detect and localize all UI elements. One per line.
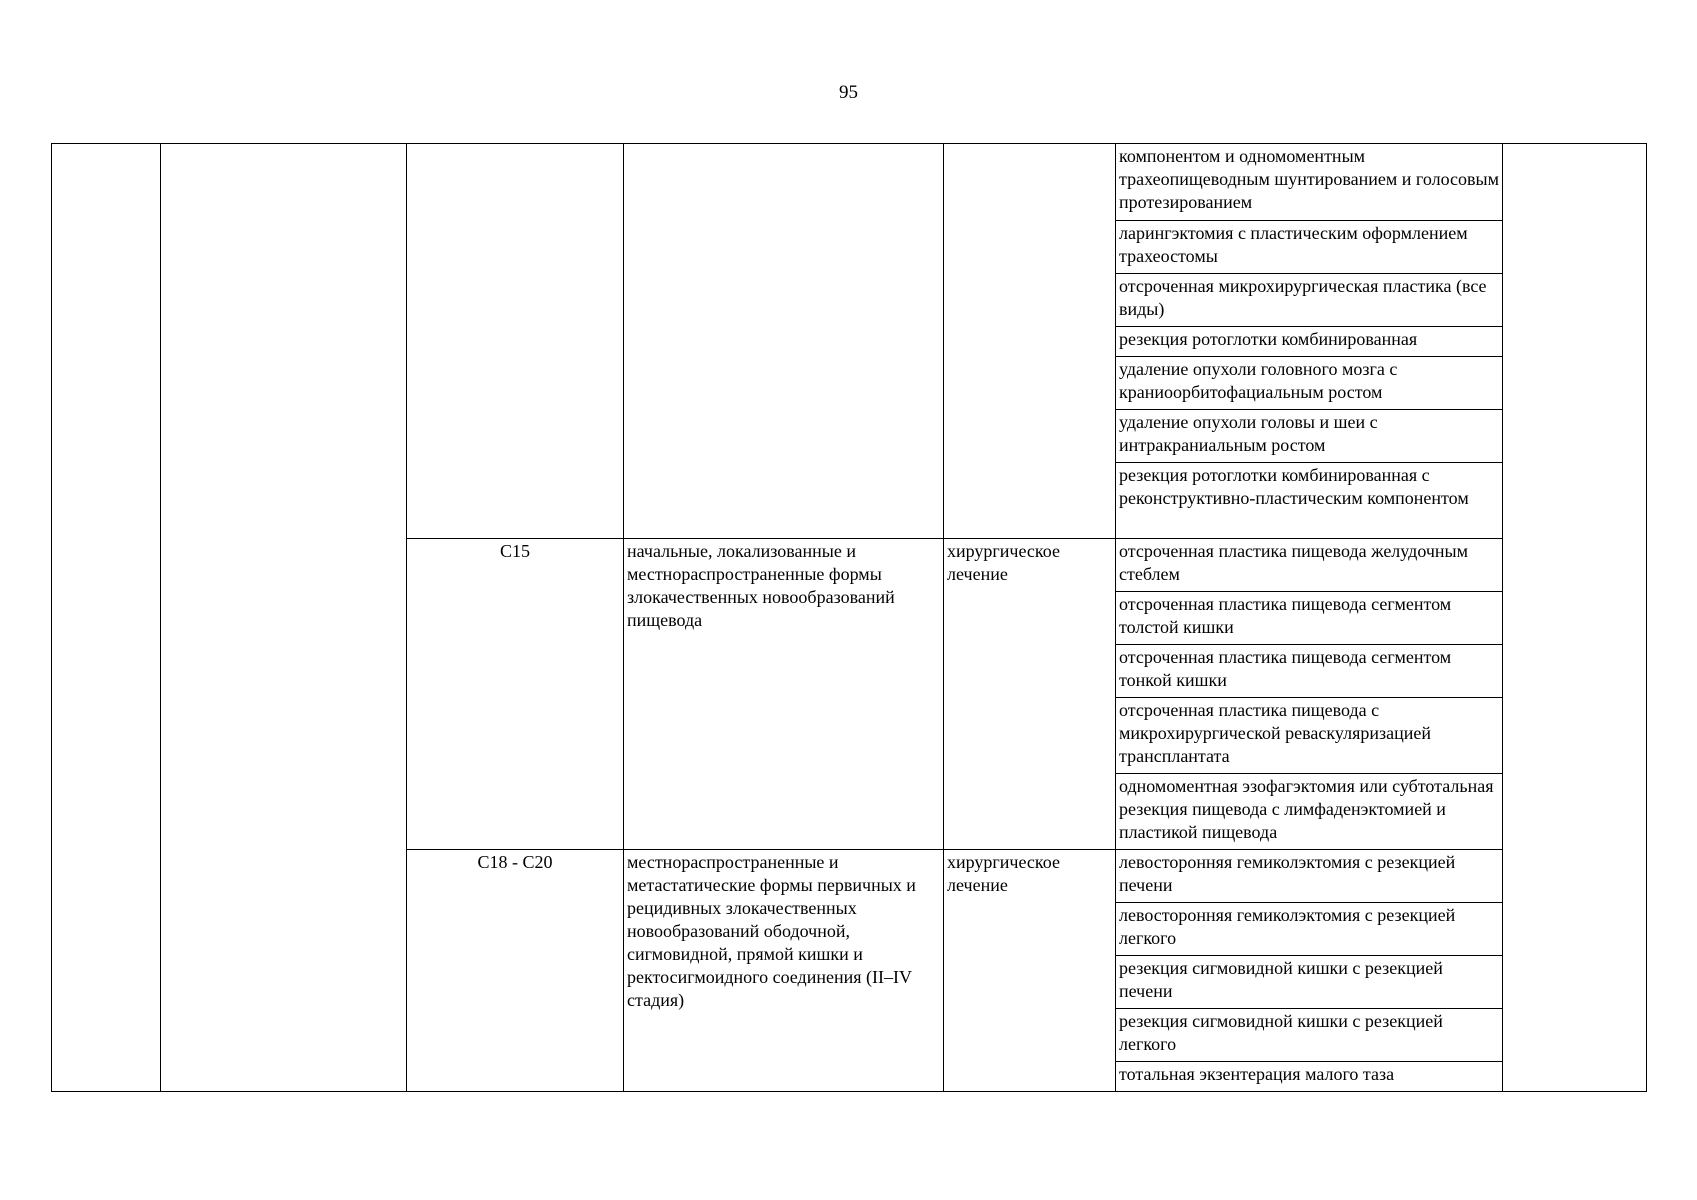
treatment-cell (944, 144, 1116, 539)
treatment-cell: хирургическое лечение (944, 850, 1116, 1092)
code-cell: C15 (407, 539, 624, 850)
method-cell: отсроченная пластика пищевода с микрохирургической реваскуляризацией трансплантата (1116, 698, 1503, 774)
method-cell: левосторонняя гемиколэктомия с резекцией печени (1116, 850, 1503, 903)
method-cell: отсроченная пластика пищевода сегментом толстой кишки (1116, 592, 1503, 645)
method-cell: отсроченная пластика пищевода желудочным стеблем (1116, 539, 1503, 592)
number-cell (52, 144, 161, 1092)
profile-cell (161, 144, 407, 1092)
method-cell: резекция ротоглотки комбинированная (1116, 327, 1503, 357)
method-cell: отсроченная микрохирургическая пластика (все виды) (1116, 274, 1503, 327)
method-cell: левосторонняя гемиколэктомия с резекцией легкого (1116, 903, 1503, 956)
code-cell (407, 144, 624, 539)
method-cell: резекция сигмовидной кишки с резекцией печени (1116, 956, 1503, 1009)
method-cell: резекция сигмовидной кишки с резекцией легкого (1116, 1009, 1503, 1062)
diagnosis-cell (624, 144, 944, 539)
norm-cell (1503, 144, 1647, 1092)
method-cell: удаление опухоли головного мозга с краниоорбитофациальным ростом (1116, 357, 1503, 410)
method-cell: ларингэктомия с пластическим оформлением трахеостомы (1116, 221, 1503, 274)
table-row (52, 144, 1647, 221)
page-number: 95 (839, 82, 858, 103)
treatment-cell: хирургическое лечение (944, 539, 1116, 850)
method-cell: одномоментная эзофагэктомия или субтотальная резекция пищевода с лимфаденэктомией и пластикой пищевода (1116, 774, 1503, 850)
method-cell: тотальная экзентерация малого таза (1116, 1062, 1503, 1092)
diagnosis-cell: начальные, локализованные и местнораспространенные формы злокачественных новообразований пищевода (624, 539, 944, 850)
method-cell: отсроченная пластика пищевода сегментом тонкой кишки (1116, 645, 1503, 698)
method-cell: компонентом и одномоментным трахеопищеводным шунтированием и голосовым протезированием (1116, 144, 1503, 221)
method-cell: удаление опухоли головы и шеи с интракраниальным ростом (1116, 410, 1503, 463)
procedures-table (51, 143, 1647, 1092)
diagnosis-cell: местнораспространенные и метастатические формы первичных и рецидивных злокачественных новообразований ободочной, сигмовидной, прямой кишки и ректосигмоидного соединения (II–IV стадия) (624, 850, 944, 1092)
code-cell: C18 - C20 (407, 850, 624, 1092)
method-cell: резекция ротоглотки комбинированная с реконструктивно-пластическим компонентом (1116, 463, 1503, 539)
